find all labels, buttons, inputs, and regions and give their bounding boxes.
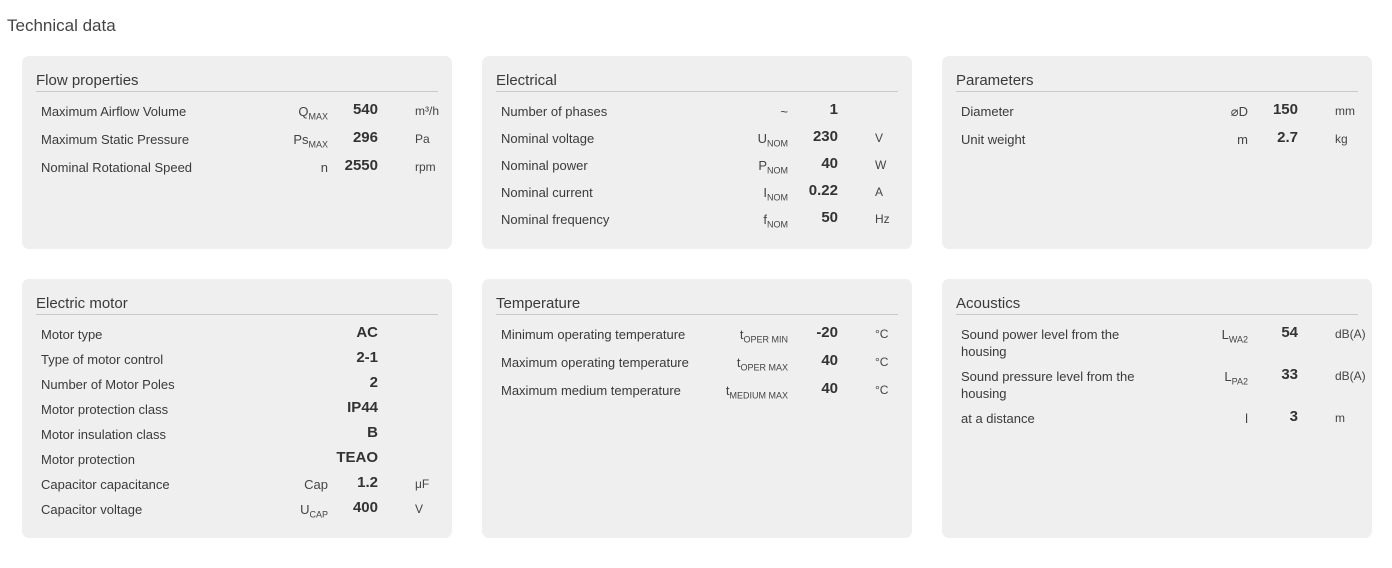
spec-label: Motor type bbox=[41, 327, 103, 342]
spec-symbol-subscript: OPER MAX bbox=[740, 362, 788, 373]
spec-row bbox=[496, 206, 898, 233]
spec-symbol-subscript: OPER MIN bbox=[743, 334, 788, 345]
spec-symbol: $P_{NOM}$ bbox=[758, 158, 788, 176]
spec-label: Type of motor control bbox=[41, 352, 164, 367]
spec-symbol: $Q_{MAX}$ bbox=[298, 104, 328, 122]
spec-row bbox=[36, 154, 438, 182]
spec-symbol: $t_{OPER MAX}$ bbox=[736, 355, 788, 373]
spec-label: Sound pressure level from the housing bbox=[961, 369, 1135, 401]
spec-unit: A bbox=[875, 185, 884, 199]
card-title: Temperature bbox=[496, 295, 898, 315]
spec-symbol: m bbox=[1237, 132, 1248, 147]
spec-label: Nominal current bbox=[501, 185, 593, 200]
spec-value: -20 bbox=[816, 324, 838, 341]
spec-unit: dB(A) bbox=[1335, 369, 1366, 383]
spec-value: 3 bbox=[1289, 408, 1298, 425]
spec-symbol: l bbox=[1245, 411, 1248, 426]
spec-unit: V bbox=[875, 131, 884, 145]
spec-symbol: $Ps_{MAX}$ bbox=[293, 132, 328, 150]
spec-row bbox=[36, 446, 438, 471]
spec-value: 2.7 bbox=[1277, 129, 1298, 146]
spec-label: Number of Motor Poles bbox=[41, 377, 175, 392]
spec-unit: Pa bbox=[415, 132, 430, 146]
card-title: Electric motor bbox=[36, 295, 438, 315]
spec-row bbox=[956, 405, 1358, 433]
spec-row bbox=[36, 496, 438, 521]
spec-row bbox=[496, 125, 898, 152]
spec-label: Maximum Airflow Volume bbox=[41, 104, 187, 119]
spec-value: 540 bbox=[352, 101, 378, 118]
spec-symbol-subscript: NOM bbox=[767, 138, 788, 149]
spec-symbol-subscript: MAX bbox=[308, 139, 328, 150]
spec-row bbox=[956, 126, 1358, 154]
spec-symbol-subscript: NOM bbox=[767, 165, 788, 176]
spec-value: 40 bbox=[821, 155, 838, 172]
spec-value: 400 bbox=[352, 499, 378, 516]
spec-label: Maximum Static Pressure bbox=[41, 132, 190, 147]
spec-row bbox=[36, 471, 438, 496]
card-title: Flow properties bbox=[36, 72, 438, 92]
spec-label: Capacitor voltage bbox=[41, 502, 143, 517]
spec-symbol-subscript: MAX bbox=[308, 111, 328, 122]
spec-unit: °C bbox=[875, 327, 889, 341]
spec-label: Motor insulation class bbox=[41, 427, 166, 442]
spec-label: Nominal power bbox=[501, 158, 588, 173]
spec-symbol: $I_{NOM}$ bbox=[763, 185, 788, 203]
spec-label: Maximum medium temperature bbox=[501, 383, 681, 398]
spec-value: 2 bbox=[369, 374, 378, 391]
card-title: Electrical bbox=[496, 72, 898, 92]
spec-row bbox=[36, 346, 438, 371]
spec-label: Nominal Rotational Speed bbox=[41, 160, 193, 175]
card-title: Parameters bbox=[956, 72, 1358, 92]
spec-value: AC bbox=[356, 324, 378, 341]
spec-value: 150 bbox=[1272, 101, 1298, 118]
spec-symbol: $U_{CAP}$ bbox=[300, 502, 328, 520]
spec-value: 40 bbox=[821, 352, 838, 369]
spec-label: Motor protection class bbox=[41, 402, 169, 417]
spec-unit: m³/h bbox=[415, 104, 439, 118]
spec-unit: V bbox=[415, 502, 424, 516]
spec-row bbox=[36, 396, 438, 421]
spec-row bbox=[956, 98, 1358, 126]
spec-value: B bbox=[367, 424, 378, 441]
spec-unit: dB(A) bbox=[1335, 327, 1366, 341]
spec-value: 296 bbox=[352, 129, 378, 146]
spec-symbol-subscript: NOM bbox=[767, 192, 788, 203]
spec-row bbox=[496, 349, 898, 377]
spec-symbol: $t_{MEDIUM MAX}$ bbox=[725, 383, 788, 401]
spec-row bbox=[956, 321, 1366, 363]
spec-label: Minimum operating temperature bbox=[501, 327, 686, 342]
spec-label: Nominal voltage bbox=[501, 131, 595, 146]
spec-label: Motor protection bbox=[41, 452, 135, 467]
spec-unit: mm bbox=[1335, 104, 1355, 118]
spec-value: 2-1 bbox=[356, 349, 378, 366]
spec-row bbox=[36, 126, 438, 154]
electric-motor-card bbox=[22, 279, 452, 538]
spec-value: IP44 bbox=[347, 399, 378, 416]
spec-value: 0.22 bbox=[808, 182, 838, 199]
parameters-card bbox=[942, 56, 1372, 249]
spec-value: 50 bbox=[821, 209, 838, 226]
temperature-card bbox=[482, 279, 912, 538]
spec-row bbox=[36, 321, 438, 346]
spec-value: 1.2 bbox=[357, 474, 378, 491]
spec-symbol-subscript: PA2 bbox=[1231, 376, 1248, 387]
spec-symbol-subscript: NOM bbox=[767, 219, 788, 230]
spec-value: TEAO bbox=[336, 449, 378, 466]
spec-value: 2550 bbox=[344, 157, 378, 174]
spec-label: Diameter bbox=[961, 104, 1014, 119]
spec-symbol: ~ bbox=[780, 104, 788, 119]
spec-row bbox=[36, 98, 438, 126]
spec-label: Maximum operating temperature bbox=[501, 355, 689, 370]
spec-unit: μF bbox=[415, 477, 430, 491]
spec-symbol-subscript: MEDIUM MAX bbox=[729, 390, 788, 401]
spec-unit: °C bbox=[875, 355, 889, 369]
spec-value: 33 bbox=[1281, 366, 1298, 383]
card-title: Acoustics bbox=[956, 295, 1358, 315]
spec-label: at a distance bbox=[961, 411, 1035, 426]
electrical-card bbox=[482, 56, 912, 249]
spec-value: 1 bbox=[829, 101, 838, 118]
spec-symbol-subscript: CAP bbox=[309, 509, 328, 520]
spec-label: Nominal frequency bbox=[501, 212, 610, 227]
spec-symbol: n bbox=[320, 160, 328, 175]
spec-symbol: Cap bbox=[304, 477, 328, 492]
spec-label: Unit weight bbox=[961, 132, 1026, 147]
spec-value: 40 bbox=[821, 380, 838, 397]
flow-properties-card bbox=[22, 56, 452, 249]
spec-row bbox=[496, 377, 898, 405]
spec-symbol: $U_{NOM}$ bbox=[757, 131, 788, 149]
acoustics-card bbox=[942, 279, 1372, 538]
spec-unit: Hz bbox=[875, 212, 890, 226]
spec-unit: kg bbox=[1335, 132, 1348, 146]
spec-symbol: $L_{PA2}$ bbox=[1224, 369, 1248, 387]
spec-row bbox=[496, 321, 898, 349]
spec-symbol: $L_{WA2}$ bbox=[1221, 327, 1248, 345]
spec-row bbox=[496, 179, 898, 206]
spec-unit: rpm bbox=[415, 160, 436, 174]
spec-symbol: $t_{OPER MIN}$ bbox=[739, 327, 788, 345]
spec-label: Number of phases bbox=[501, 104, 608, 119]
spec-value: 230 bbox=[812, 128, 838, 145]
spec-row bbox=[36, 371, 438, 396]
spec-symbol: ⌀D bbox=[1230, 104, 1248, 119]
spec-row bbox=[36, 421, 438, 446]
page-title: Technical data bbox=[7, 16, 116, 35]
spec-symbol: $f_{NOM}$ bbox=[763, 212, 788, 230]
spec-row bbox=[496, 152, 898, 179]
spec-row bbox=[956, 363, 1366, 405]
spec-unit: °C bbox=[875, 383, 889, 397]
spec-symbol-subscript: WA2 bbox=[1228, 334, 1248, 345]
spec-label: Capacitor capacitance bbox=[41, 477, 170, 492]
spec-unit: m bbox=[1335, 411, 1345, 425]
spec-unit: W bbox=[875, 158, 887, 172]
spec-value: 54 bbox=[1281, 324, 1298, 341]
spec-row bbox=[496, 98, 898, 125]
spec-label: Sound power level from the housing bbox=[961, 327, 1120, 359]
